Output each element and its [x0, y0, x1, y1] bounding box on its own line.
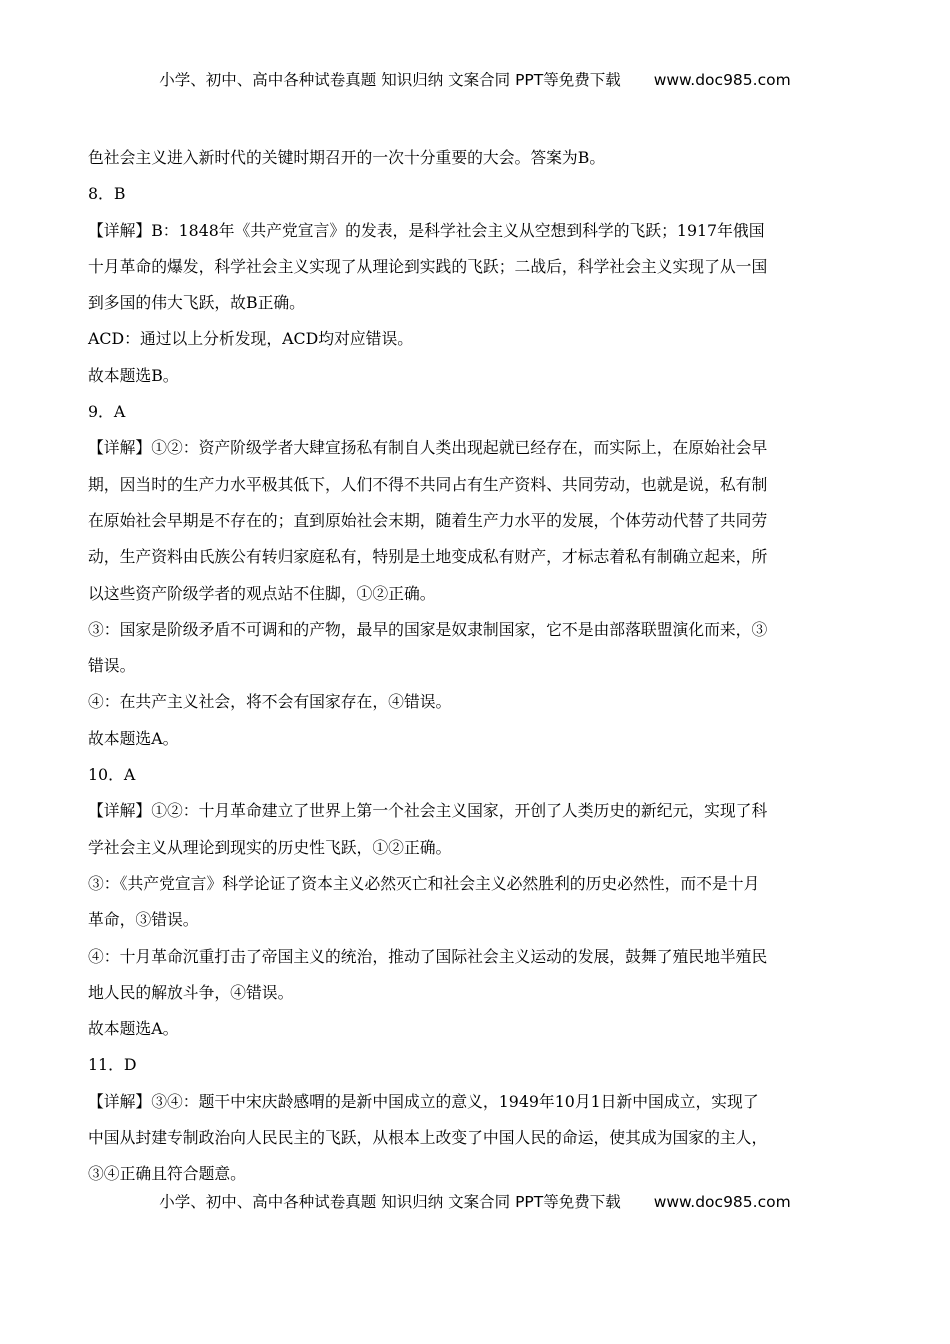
- text-line: 学社会主义从理论到现实的历史性飞跃，①②正确。: [88, 837, 452, 857]
- text-line: 错误。: [88, 656, 136, 676]
- text-line: 期，因当时的生产力水平极其低下，人们不得不共同占有生产资料、共同劳动，也就是说，私有制: [88, 474, 768, 494]
- question-number: 11．D: [88, 1055, 137, 1075]
- text-line: 十月革命的爆发，科学社会主义实现了从理论到实践的飞跃；二战后，科学社会主义实现了从一国: [88, 256, 768, 276]
- text-line: ④：在共产主义社会，将不会有国家存在，④错误。: [88, 692, 452, 712]
- text-line: 【详解】③④：题干中宋庆龄感喟的是新中国成立的意义，1949年10月1日新中国成立，实现了: [88, 1091, 759, 1111]
- text-line: 到多国的伟大飞跃，故B正确。: [88, 293, 305, 313]
- text-line: 故本题选A。: [88, 1019, 179, 1039]
- text-line: 【详解】①②：十月革命建立了世界上第一个社会主义国家，开创了人类历史的新纪元，实现了科: [88, 801, 768, 821]
- text-line: 中国从封建专制政治向人民民主的飞跃，从根本上改变了中国人民的命运，使其成为国家的主人，: [88, 1128, 768, 1148]
- text-line: 色社会主义进入新时代的关键时期召开的一次十分重要的大会。答案为B。: [88, 148, 606, 167]
- text-line: ACD：通过以上分析发现，ACD均对应错误。: [88, 329, 414, 349]
- question-number: 8．B: [88, 184, 126, 204]
- text-line: 在原始社会早期是不存在的；直到原始社会末期，随着生产力水平的发展，个体劳动代替了共同劳: [88, 510, 768, 530]
- text-line: 革命，③错误。: [88, 910, 199, 930]
- text-line: 【详解】B：1848年《共产党宣言》的发表，是科学社会主义从空想到科学的飞跃；1917年俄国: [88, 220, 765, 240]
- text-line: 以这些资产阶级学者的观点站不住脚，①②正确。: [88, 583, 436, 603]
- document-body: [88, 140, 810, 1193]
- question-number: 10．A: [88, 765, 136, 785]
- text-line: ③：《共产党宣言》科学论证了资本主义必然灭亡和社会主义必然胜利的历史必然性，而不是十月: [88, 873, 760, 893]
- page-header: [0, 68, 950, 90]
- text-line: 地人民的解放斗争，④错误。: [88, 982, 294, 1002]
- text-line: 故本题选A。: [88, 728, 179, 748]
- question-number: 9．A: [88, 402, 126, 422]
- page-footer: [0, 1190, 950, 1212]
- text-line: ④：十月革命沉重打击了帝国主义的统治，推动了国际社会主义运动的发展，鼓舞了殖民地半殖民: [88, 946, 768, 966]
- footer-site[interactable]: www.doc985.com: [653, 1193, 791, 1211]
- text-line: 故本题选B。: [88, 365, 179, 385]
- header-site[interactable]: www.doc985.com: [653, 71, 791, 89]
- header-text: 小学、初中、高中各种试卷真题 知识归纳 文案合同 PPT等免费下载: [159, 71, 621, 89]
- text-line: ③④正确且符合题意。: [88, 1164, 246, 1184]
- text-line: 【详解】①②：资产阶级学者大肆宣扬私有制自人类出现起就已经存在，而实际上，在原始社会早: [88, 438, 768, 458]
- text-line: 动，生产资料由氏族公有转归家庭私有，特别是土地变成私有财产，才标志着私有制确立起来，所: [88, 547, 768, 567]
- text-line: ③：国家是阶级矛盾不可调和的产物，最早的国家是奴隶制国家，它不是由部落联盟演化而来，③: [88, 619, 768, 639]
- footer-text: 小学、初中、高中各种试卷真题 知识归纳 文案合同 PPT等免费下载: [159, 1193, 621, 1211]
